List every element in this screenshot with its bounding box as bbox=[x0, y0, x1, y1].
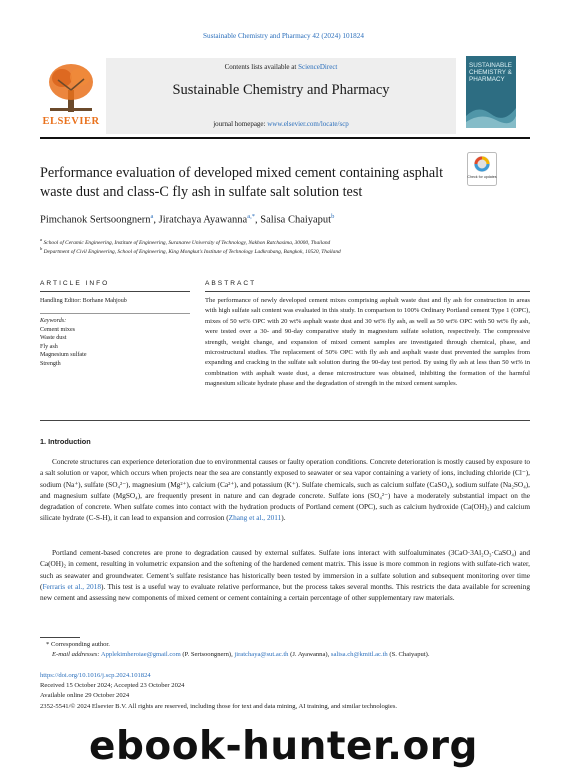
intro-paragraph-2: Portland cement-based concretes are prone to degradation caused by external sulfates. Sulfate ions interact with sulfoaluminates (3CaO·3Al₂O₃·CaSO₄) and Ca(OH)₂ in cement, resulting in volumetric expansion and the softening of the hardened cement matrix. This issue is more common in regions with sulfate-rich water, such as seawater and groundwater. Cement’s sulfate resistance has historically been tested by immersion in a sulfate solution and subsequent monitoring over time (Ferraris et al., 2018). This test is a useful way to evaluate relative performance, but the process takes several months. This restricts the data available for screening new cement and assessing new components of mixed cement or cement containing a certain percentage of other supplementary raw materials. bbox=[40, 548, 530, 603]
journal-cover-title: SUSTAINABLE CHEMISTRY & PHARMACY bbox=[469, 62, 512, 83]
citation-link[interactable]: Ferraris et al., 2018 bbox=[42, 581, 101, 591]
keywords-heading: Keywords: bbox=[40, 318, 67, 324]
author-list: Pimchanok Sertsoongnern$^a$, Jiratchaya Ayawanna$^{a,*}$, Salisa Chaiyaput$^b$ bbox=[40, 213, 335, 226]
abstract-bottom-divider bbox=[40, 420, 530, 421]
abstract-text: The performance of newly developed cement mixes comprising asphalt waste dust and fly ash for construction in areas with high sulfate salt content was evaluated in this study. In comparison to 100% Ordinary Portland cement Type 1 (OPC), mixes of 50 wt% OPC with 20 wt% asphalt waste dust and 30 wt% fly ash, as well as 50 wt% OPC with 50 wt% fly ash, were tested over a 30- and 90-day comparative study in magnesium sulfate solution, respectively. The compressive strength, weight change, and expansion of mixed cement samples are investigated through chemical, phase, and microstructural studies. The replacement of 50% OPC with fly ash and asphalt waste dust prevented the samples from expanding and cracking in the sulfate salt solution during the 90-day test period. By using fly ash at less than 50 wt% in combination with asphalt waste dust, a dense microstructure was obtained, inhibiting the formation of the harmful magnesium silicate hydrate phase and the degradation of strength in the mixed cement samples. bbox=[205, 297, 530, 388]
author-affiliation-mark: b bbox=[331, 213, 335, 220]
copyright-line: 2352-5541/© 2024 Elsevier B.V. All rights are reserved, including those for text and data mining, AI training, and similar technologies. bbox=[40, 702, 398, 710]
email-link[interactable]: jiratchaya@sut.ac.th bbox=[234, 651, 289, 658]
contents-available-line: Contents lists available at ScienceDirect bbox=[224, 63, 338, 71]
keyword-item: Cement mixes bbox=[40, 327, 76, 333]
intro-paragraph-1: Concrete structures can experience deterioration due to environmental causes or faulty operation conditions. Concrete deterioration is mostly caused by exposure to a salt solution or vapor, which occurs when projects near the sea are constantly exposed to seawater or sea vapor containing a variety of ions, including chloride (Cl⁻), sodium (Na⁺), sulfate (SO₄²⁻), magnesium (Mg²⁺), calcium (Ca²⁺), and potassium (K⁺). Sulfate chemicals, such as calcium sulfate (CaSO₄), sodium sulfate (Na₂SO₄), and magnesium sulfate (MgSO₄), are frequently present in nature and can degrade concrete. Sulfate ions (SO₄²⁻) have a moderately substantial impact on the degradation of concrete. When sulfate comes into contact with the hydration products of Portland cement (OPC), such as calcium hydroxide (Ca(OH)₂) and calcium silicate hydrate (C-S-H), it can lead to expansion and corrosion (Zhang et al., 2011). bbox=[40, 457, 530, 523]
author-name: Pimchanok Sertsoongnern bbox=[40, 214, 151, 226]
section-heading-introduction: 1. Introduction bbox=[40, 437, 91, 446]
keyword-item: Strength bbox=[40, 360, 61, 367]
watermark-text: ebook-hunter.org bbox=[89, 724, 478, 769]
article-info-divider bbox=[40, 291, 190, 292]
journal-homepage-link[interactable]: www.elsevier.com/locate/scp bbox=[267, 120, 349, 128]
elsevier-logo-text: ELSEVIER bbox=[42, 116, 100, 127]
journal-reference-link[interactable]: Sustainable Chemistry and Pharmacy 42 (2024) 101824 bbox=[203, 32, 364, 40]
header-divider bbox=[40, 137, 530, 139]
email-addresses: E-mail addresses: Applekimheroiae@gmail.com (P. Sertsoongnern), jiratchaya@sut.ac.th (J. Ayawanna), salisa.ch@kmitl.ac.th (S. Chaiyaput). bbox=[52, 651, 430, 658]
journal-cover-art bbox=[466, 96, 516, 128]
abstract-heading: ABSTRACT bbox=[205, 280, 257, 287]
keywords-divider bbox=[40, 313, 190, 314]
article-info-heading: ARTICLE INFO bbox=[40, 280, 110, 287]
email-link[interactable]: Applekimheroiae@gmail.com bbox=[100, 651, 181, 658]
affiliation-a: $^a$ School of Ceramic Engineering, Institute of Engineering, Suranaree University of Technology, Nakhon Ratchasima, 30000, Thailand bbox=[40, 237, 331, 246]
keywords-list bbox=[40, 326, 87, 368]
journal-title: Sustainable Chemistry and Pharmacy bbox=[172, 82, 390, 98]
check-for-updates-button[interactable] bbox=[467, 152, 497, 186]
handling-editor: Handling Editor: Borhane Mahjoub bbox=[40, 298, 127, 304]
abstract-divider bbox=[205, 291, 530, 292]
svg-text:Check for updates: Check for updates bbox=[467, 175, 497, 179]
article-title: Performance evaluation of developed mixed cement containing asphalt waste dust and class-C fly ash in sulfate salt solution test bbox=[40, 165, 444, 200]
footnote-divider bbox=[40, 637, 80, 638]
keyword-item: Fly ash bbox=[40, 343, 58, 350]
author-name: Jiratchaya Ayawanna bbox=[158, 214, 248, 226]
corresponding-author-note: * Corresponding author. bbox=[46, 641, 110, 648]
check-updates-icon bbox=[467, 152, 497, 186]
available-online-date: Available online 29 October 2024 bbox=[40, 692, 130, 700]
author-name: Salisa Chaiyaput bbox=[260, 214, 332, 226]
email-link[interactable]: salisa.ch@kmitl.ac.th bbox=[330, 651, 388, 658]
keyword-item: Magnesium sulfate bbox=[40, 352, 87, 359]
article-metadata bbox=[40, 671, 530, 712]
affiliation-b: $^b$ Department of Civil Engineering, School of Engineering, King Mongkut's Institute of Technology Ladkrabang, Bangkok, 10520, Thailand bbox=[40, 246, 341, 255]
citation-link[interactable]: Zhang et al., 2011 bbox=[228, 513, 282, 523]
doi-link[interactable]: https://doi.org/10.1016/j.scp.2024.101824 bbox=[40, 672, 151, 679]
received-accepted-dates: Received 15 October 2024; Accepted 23 October 2024 bbox=[40, 682, 185, 690]
author-affiliation-mark: a,* bbox=[247, 213, 255, 220]
elsevier-tree-logo bbox=[44, 60, 98, 114]
author-affiliation-mark: a bbox=[150, 213, 154, 220]
keyword-item: Waste dust bbox=[40, 335, 67, 342]
sciencedirect-link[interactable]: ScienceDirect bbox=[298, 63, 338, 71]
journal-homepage-line: journal homepage: www.elsevier.com/locate/scp bbox=[213, 120, 349, 128]
